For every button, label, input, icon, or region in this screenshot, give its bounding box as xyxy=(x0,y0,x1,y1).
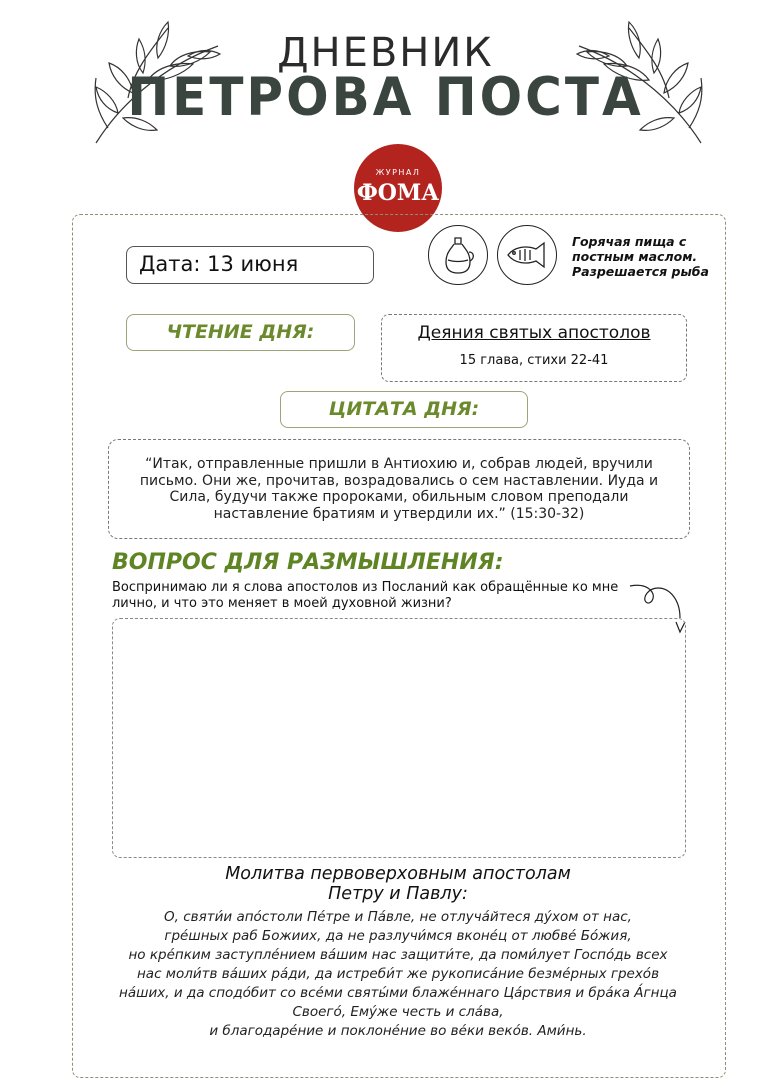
prayer-line: гре́шных раб Божиих, да не разлучи́мся вконе́ц от любве́ Бо́жия, xyxy=(164,928,632,944)
oil-bottle-icon xyxy=(428,225,488,285)
prayer-line: Своего́, Ему́же честь и сла́ва, xyxy=(292,1004,504,1020)
food-rule-text: Горячая пища с постным маслом. Разрешается рыба xyxy=(572,234,709,279)
prayer-line: но кре́пким заступле́нием ва́шим нас защити́те, да поми́лует Госпо́дь всех xyxy=(128,947,668,963)
reading-title: Деяния святых апостолов xyxy=(417,323,651,343)
prayer-line: и благодаре́ние и поклоне́ние во ве́ки веко́в. Ами́нь. xyxy=(209,1023,587,1039)
quote-label: ЦИТАТА ДНЯ: xyxy=(328,398,480,420)
page-title-line2: ПЕТРОВА ПОСТА xyxy=(127,66,644,128)
fish-icon xyxy=(497,225,557,285)
prayer-title-line2: Петру и Павлу: xyxy=(328,884,468,904)
logo-big-text: ФОМА xyxy=(356,180,440,206)
prayer-title-line1: Молитва первоверховным апостолам xyxy=(225,864,571,884)
prayer-line: на́ших, и да сподо́бит со все́ми святы́ми блаже́ннаго Ца́рствия и бра́ка А́гнца xyxy=(119,985,677,1001)
reading-subtitle: 15 глава, стихи 22-41 xyxy=(459,353,609,368)
prayer-text xyxy=(100,908,696,1041)
quote-label-box xyxy=(280,391,528,428)
prayer-line: нас моли́тв ва́ших ра́ди, да истреби́т же рукописа́ние безме́рных грехо́в xyxy=(136,966,660,982)
date-box xyxy=(126,246,374,284)
prayer-line: О, святи́и апо́столи Пе́тре и Па́вле, не отлуча́йтеся ду́хом от нас, xyxy=(164,909,632,925)
question-label: ВОПРОС ДЛЯ РАЗМЫШЛЕНИЯ: xyxy=(112,550,504,575)
quote-text: “Итак, отправленные пришли в Антиохию и, собрав людей, вручили письмо. Они же, прочитав, возрадовались о сем наставлении. Иуда и Сила, будучи также пророками, обильным словом преподали наставление братиям и утвердили их.” (15:30-32) xyxy=(139,456,659,522)
logo-small-text: ЖУРНАЛ xyxy=(375,168,421,177)
page-title-line1: ДНЕВНИК xyxy=(277,30,494,76)
answer-field[interactable] xyxy=(112,618,686,858)
reading-box xyxy=(381,314,687,382)
reading-label-box xyxy=(126,314,355,351)
quote-box xyxy=(108,439,690,539)
date-label: Дата: 13 июня xyxy=(139,252,299,276)
reading-label: ЧТЕНИЕ ДНЯ: xyxy=(166,321,315,343)
prayer-title xyxy=(0,864,771,904)
question-text: Воспринимаю ли я слова апостолов из Посланий как обращённые ко мне лично, и что это меняет в моей духовной жизни? xyxy=(112,580,619,611)
